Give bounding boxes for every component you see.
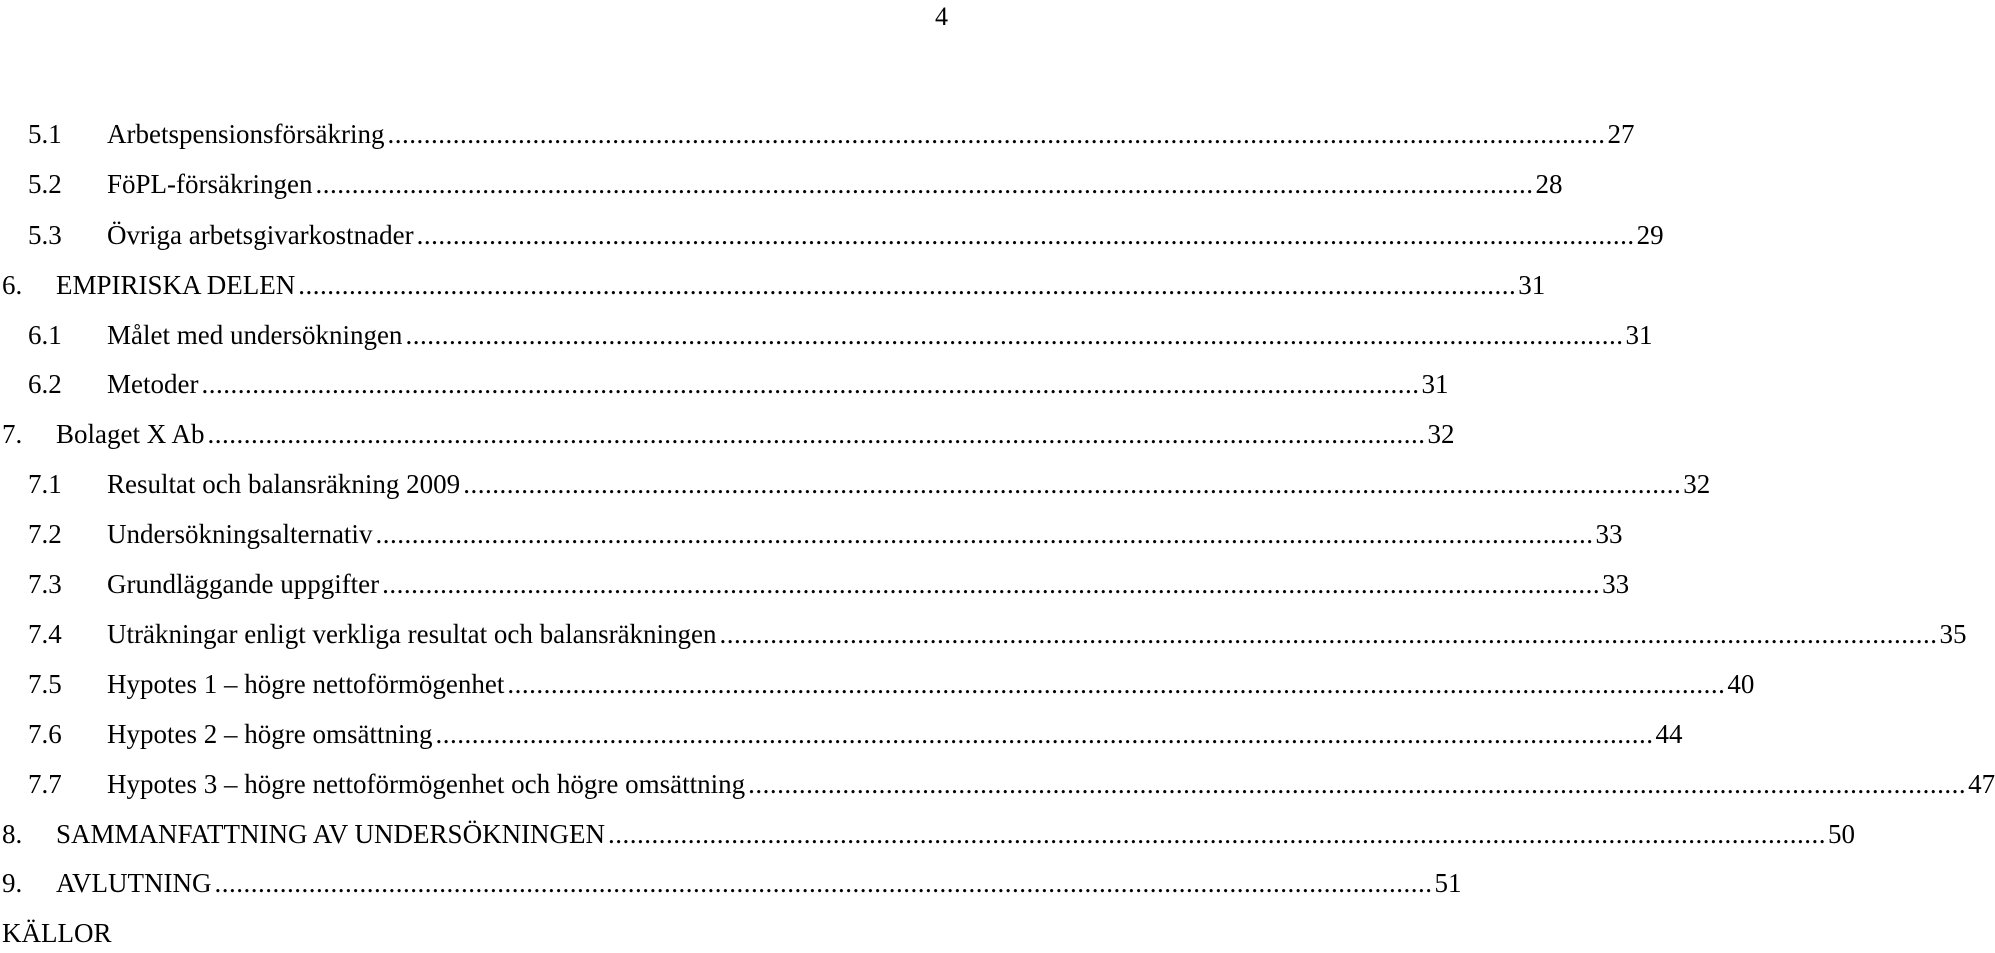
toc-entry-page: 28 — [1535, 169, 1563, 199]
toc-entry-6-2[interactable] — [0, 364, 1449, 404]
toc-entry-title: Resultat och balansräkning 2009 — [107, 469, 461, 499]
toc-entry-title: Övriga arbetsgivarkostnader — [107, 220, 414, 250]
toc-entry-page: 29 — [1636, 220, 1664, 250]
dot-leader: ........................................................................................................................................................................ — [315, 169, 1534, 199]
page-number: 4 — [935, 2, 948, 31]
toc-entry-number: 6.1 — [28, 320, 62, 350]
toc-entry-title: Målet med undersökningen — [107, 320, 403, 350]
toc-entry-7-6[interactable] — [0, 714, 1683, 754]
toc-entry-title: Grundläggande uppgifter — [107, 569, 380, 599]
toc-entry-page: 33 — [1602, 569, 1630, 599]
toc-entry-page: 35 — [1939, 619, 1967, 649]
toc-entry-page: 27 — [1607, 119, 1635, 149]
dot-leader: ........................................................................................................................................................................ — [298, 270, 1517, 300]
toc-entry-page: 50 — [1828, 819, 1856, 849]
toc-entry-7-3[interactable] — [0, 564, 1630, 604]
toc-entry-number: 7.4 — [28, 619, 62, 649]
toc-entry-number: 6. — [2, 270, 23, 300]
toc-entry-page: 47 — [1968, 769, 1995, 799]
toc-entry-7-5[interactable] — [0, 664, 1755, 704]
dot-leader: ........................................................................................................................................................................ — [405, 320, 1624, 350]
toc-entry-page: 31 — [1421, 369, 1449, 399]
toc-entry-kallor[interactable] — [0, 913, 960, 953]
toc-entry-number: 7.5 — [28, 669, 62, 699]
toc-entry-title: Hypotes 1 – högre nettoförmögenhet — [107, 669, 505, 699]
toc-entry-title: FöPL-försäkringen — [107, 169, 313, 199]
toc-entry-7-7[interactable] — [0, 764, 1995, 804]
toc-entry-number: 7.6 — [28, 719, 62, 749]
toc-entry-title: Undersökningsalternativ — [107, 519, 373, 549]
toc-entry-9[interactable] — [0, 863, 1462, 903]
toc-entry-title: Arbetspensionsförsäkring — [107, 119, 385, 149]
toc-entry-title: Uträkningar enligt verkliga resultat och balansräkningen — [107, 619, 717, 649]
toc-entry-page: 31 — [1518, 270, 1546, 300]
dot-leader: ........................................................................................................................................................................ — [201, 369, 1420, 399]
toc-entry-title: Bolaget X Ab — [56, 419, 205, 449]
toc-entry-page: 40 — [1727, 669, 1755, 699]
toc-entry-number: 7.2 — [28, 519, 62, 549]
dot-leader: ........................................................................................................................................................................ — [416, 220, 1635, 250]
toc-entry-7-2[interactable] — [0, 514, 1623, 554]
toc-entry-title: SAMMANFATTNING AV UNDERSÖKNINGEN — [56, 819, 606, 849]
toc-entry-title: Hypotes 3 – högre nettoförmögenhet och högre omsättning — [107, 769, 746, 799]
toc-entry-8[interactable] — [0, 814, 1856, 854]
dot-leader: ........................................................................................................................................................................ — [375, 519, 1594, 549]
toc-entry-page: 32 — [1427, 419, 1455, 449]
dot-leader: ........................................................................................................................................................................ — [748, 769, 1967, 799]
toc-entry-6[interactable] — [0, 265, 1546, 305]
toc-entry-6-1[interactable] — [0, 315, 1653, 355]
toc-entry-5-2[interactable] — [0, 164, 1563, 204]
toc-entry-page: 44 — [1655, 719, 1683, 749]
toc-entry-7-4[interactable] — [0, 614, 1967, 654]
toc-entry-number: 7.3 — [28, 569, 62, 599]
toc-entry-number: 6.2 — [28, 369, 62, 399]
toc-entry-title: Hypotes 2 – högre omsättning — [107, 719, 433, 749]
dot-leader: ........................................................................................................................................................................ — [214, 868, 1433, 898]
dot-leader: ........................................................................................................................................................................ — [387, 119, 1606, 149]
toc-entry-number: 7. — [2, 419, 23, 449]
dot-leader: ........................................................................................................................................................................ — [608, 819, 1827, 849]
toc-entry-number: 7.1 — [28, 469, 62, 499]
toc-entry-7[interactable] — [0, 414, 1455, 454]
dot-leader: ........................................................................................................................................................................ — [207, 419, 1426, 449]
toc-entry-title: AVLUTNING — [56, 868, 212, 898]
toc-entry-number: 5.2 — [28, 169, 62, 199]
toc-entry-title: KÄLLOR — [2, 918, 112, 948]
toc-entry-number: 7.7 — [28, 769, 62, 799]
toc-entry-page: 32 — [1683, 469, 1711, 499]
toc-entry-number: 5.1 — [28, 119, 62, 149]
toc-entry-number: 9. — [2, 868, 23, 898]
dot-leader: ........................................................................................................................................................................ — [463, 469, 1682, 499]
dot-leader: ........................................................................................................................................................................ — [435, 719, 1654, 749]
toc-entry-title: Metoder — [107, 369, 199, 399]
toc-entry-page: 51 — [1434, 868, 1462, 898]
toc-entry-5-1[interactable] — [0, 114, 1635, 154]
toc-entry-number: 5.3 — [28, 220, 62, 250]
dot-leader: ........................................................................................................................................................................ — [507, 669, 1726, 699]
dot-leader: ........................................................................................................................................................................ — [382, 569, 1601, 599]
toc-entry-7-1[interactable] — [0, 464, 1711, 504]
toc-entry-number: 8. — [2, 819, 23, 849]
toc-entry-page: 31 — [1625, 320, 1653, 350]
toc-entry-5-3[interactable] — [0, 215, 1664, 255]
dot-leader: ........................................................................................................................................................................ — [719, 619, 1938, 649]
toc-entry-page: 33 — [1595, 519, 1623, 549]
toc-entry-title: EMPIRISKA DELEN — [56, 270, 296, 300]
